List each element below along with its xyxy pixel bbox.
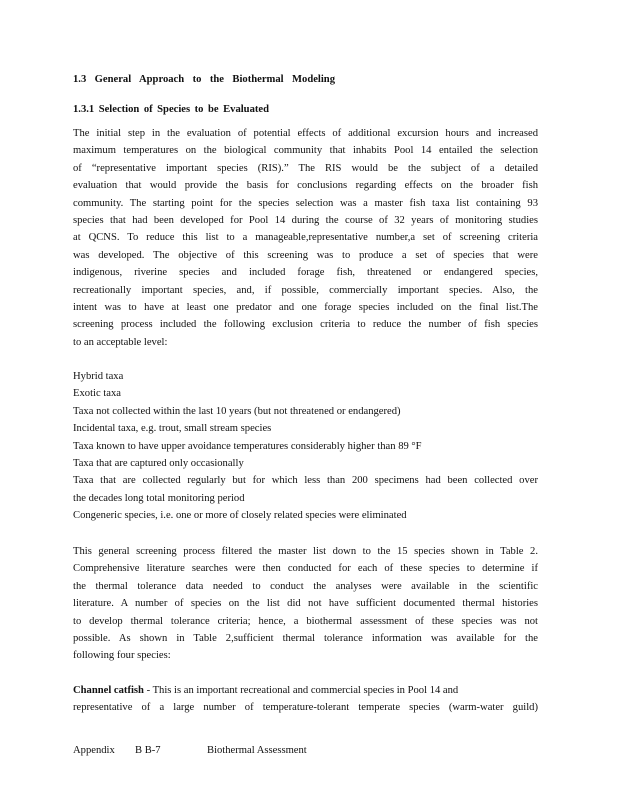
paragraph-line: possible. As shown in Table 2,sufficient thermal tolerance information was available for the (73, 632, 538, 644)
list-item: Taxa known to have upper avoidance temperatures considerably higher than 89 °F (73, 440, 422, 452)
list-item: the decades long total monitoring period (73, 492, 245, 504)
paragraph-line: community. The starting point for the species selection was a master fish taxa list containing 93 (73, 197, 538, 209)
species-description: - This is an important recreational and commercial species in Pool 14 and (143, 685, 459, 696)
screening-paragraph (73, 543, 538, 665)
footer-page-ref: B B-7 (135, 745, 161, 756)
paragraph-line (73, 682, 538, 699)
subsection-heading: 1.3.1 Selection of Species to be Evaluated (73, 104, 269, 115)
list-item: Exotic taxa (73, 388, 121, 400)
paragraph-line: evaluation that would provide the basis for conclusions regarding effects on the broader fish (73, 180, 538, 192)
list-item: Taxa that are collected regularly but for which less than 200 specimens had been collected over (73, 475, 538, 487)
section-heading: 1.3 General Approach to the Biothermal Modeling (73, 74, 335, 85)
list-item: Taxa not collected within the last 10 years (but not threatened or endangered) (73, 405, 401, 417)
paragraph-line: indigenous, riverine species and included forage fish, threatened or endangered species, (73, 267, 538, 279)
footer-title: Biothermal Assessment (207, 745, 307, 756)
exclusion-criteria-list (73, 368, 538, 525)
page-footer (73, 743, 307, 759)
paragraph-line: of “representative important species (RIS).” The RIS would be the subject of a detailed (73, 162, 538, 174)
footer-appendix: Appendix (73, 745, 115, 756)
paragraph-line: maximum temperatures on the biological community that inhabits Pool 14 entailed the selection (73, 145, 538, 157)
paragraph-line: at QCNS. To reduce this list to a manageable,representative number,a set of screening criteria (73, 232, 538, 244)
list-item: Incidental taxa, e.g. trout, small stream species (73, 423, 272, 435)
paragraph-line: intent was to have at least one predator and one forage species included on the final list.The (73, 301, 538, 313)
paragraph-line: following four species: (73, 650, 171, 662)
paragraph-line: This general screening process filtered the master list down to the 15 species shown in Table 2. (73, 546, 538, 557)
species-term: Channel catfish (73, 685, 144, 696)
paragraph-line: literature. A number of species on the list did not have sufficient documented thermal histories (73, 598, 538, 610)
paragraph-line: the thermal tolerance data needed to conduct the analyses were available in the scientific (73, 580, 538, 592)
list-item: Congeneric species, i.e. one or more of closely related species were eliminated (73, 510, 407, 522)
intro-paragraph (73, 125, 538, 351)
paragraph-line: Comprehensive literature searches were then conducted for each of these species to determine if (73, 563, 538, 575)
paragraph-line: screening process included the following exclusion criteria to reduce the number of fish species (73, 319, 538, 331)
paragraph-line: was developed. The objective of this screening was to produce a set of species that were (73, 249, 538, 261)
list-item: Taxa that are captured only occasionally (73, 457, 244, 469)
paragraph-line: The initial step in the evaluation of potential effects of additional excursion hours and increased (73, 128, 538, 139)
paragraph-line: representative of a large number of temperature-tolerant temperate species (warm-water guild) (73, 702, 538, 714)
list-item: Hybrid taxa (73, 371, 124, 382)
paragraph-line: recreationally important species, and, if possible, commercially important species. Also, the (73, 284, 538, 296)
channel-catfish-paragraph (73, 682, 538, 717)
paragraph-line: species that had been developed for Pool 14 during the course of 32 years of monitoring studies (73, 214, 538, 226)
paragraph-line: to develop thermal tolerance criteria; hence, a biothermal assessment of these species was not (73, 615, 538, 627)
paragraph-line: to an acceptable level: (73, 336, 168, 348)
